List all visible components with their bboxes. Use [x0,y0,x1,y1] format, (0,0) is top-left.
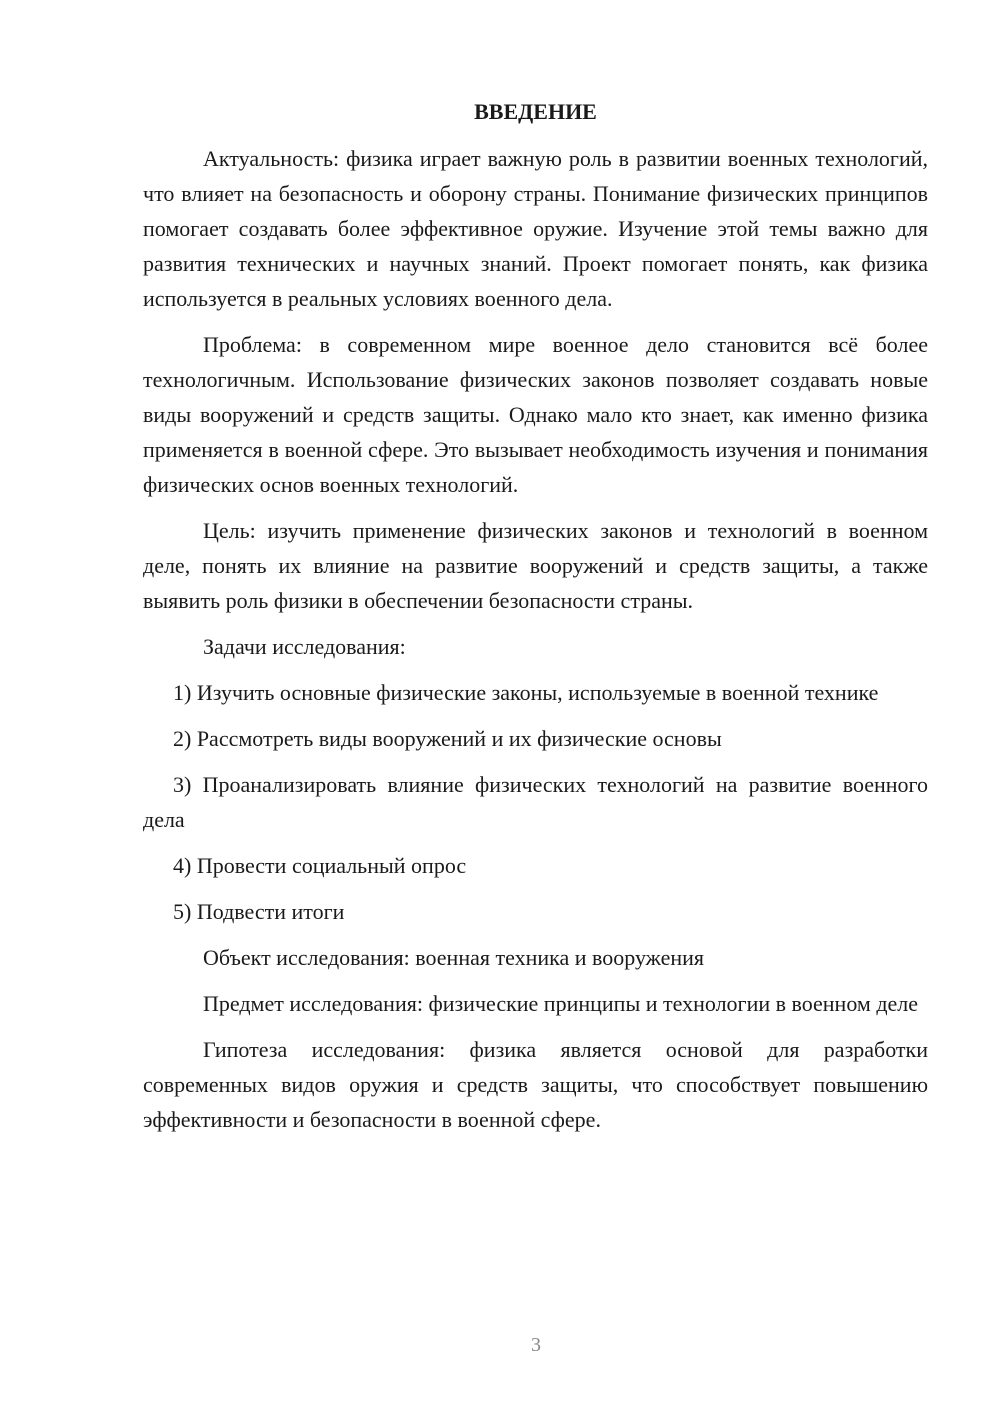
problem-paragraph: Проблема: в современном мире военное дело становится всё более технологичным. Использование физических законов позволяет создавать новые виды вооружений и средств защиты. Однако мало кто знает, как именно физика применяется в военной сфере. Это вызывает необходимость изучения и понимания физических основ военных технологий. [143,332,928,497]
page-number: 3 [531,1334,541,1356]
task-item-2: 2) Рассмотреть виды вооружений и их физические основы [173,726,722,751]
tasks-heading: Задачи исследования: [203,634,406,659]
task-item-1: 1) Изучить основные физические законы, используемые в военной технике [173,680,879,705]
document-page [143,94,928,1148]
object-paragraph: Объект исследования: военная техника и вооружения [203,945,705,970]
goal-paragraph: Цель: изучить применение физических законов и технологий в военном деле, понять их влияние на развитие вооружений и средств защиты, а также выявить роль физики в обеспечении безопасности страны. [143,518,928,613]
task-item-5: 5) Подвести итоги [173,899,345,924]
subject-paragraph: Предмет исследования: физические принципы и технологии в военном деле [203,991,919,1016]
task-item-3: 3) Проанализировать влияние физических технологий на развитие военного дела [143,772,928,832]
relevance-paragraph: Актуальность: физика играет важную роль в развитии военных технологий, что влияет на безопасность и оборону страны. Понимание физических принципов помогает создавать более эффективное оружие. Изучение этой темы важно для развития технических и научных знаний. Проект помогает понять, как физика используется в реальных условиях военного дела. [143,146,928,311]
hypothesis-paragraph: Гипотеза исследования: физика является основой для разработки современных видов оружия и средств защиты, что способствует повышению эффективности и безопасности в военной сфере. [143,1037,928,1132]
task-item-4: 4) Провести социальный опрос [173,853,467,878]
section-heading: ВВЕДЕНИЕ [474,99,597,124]
